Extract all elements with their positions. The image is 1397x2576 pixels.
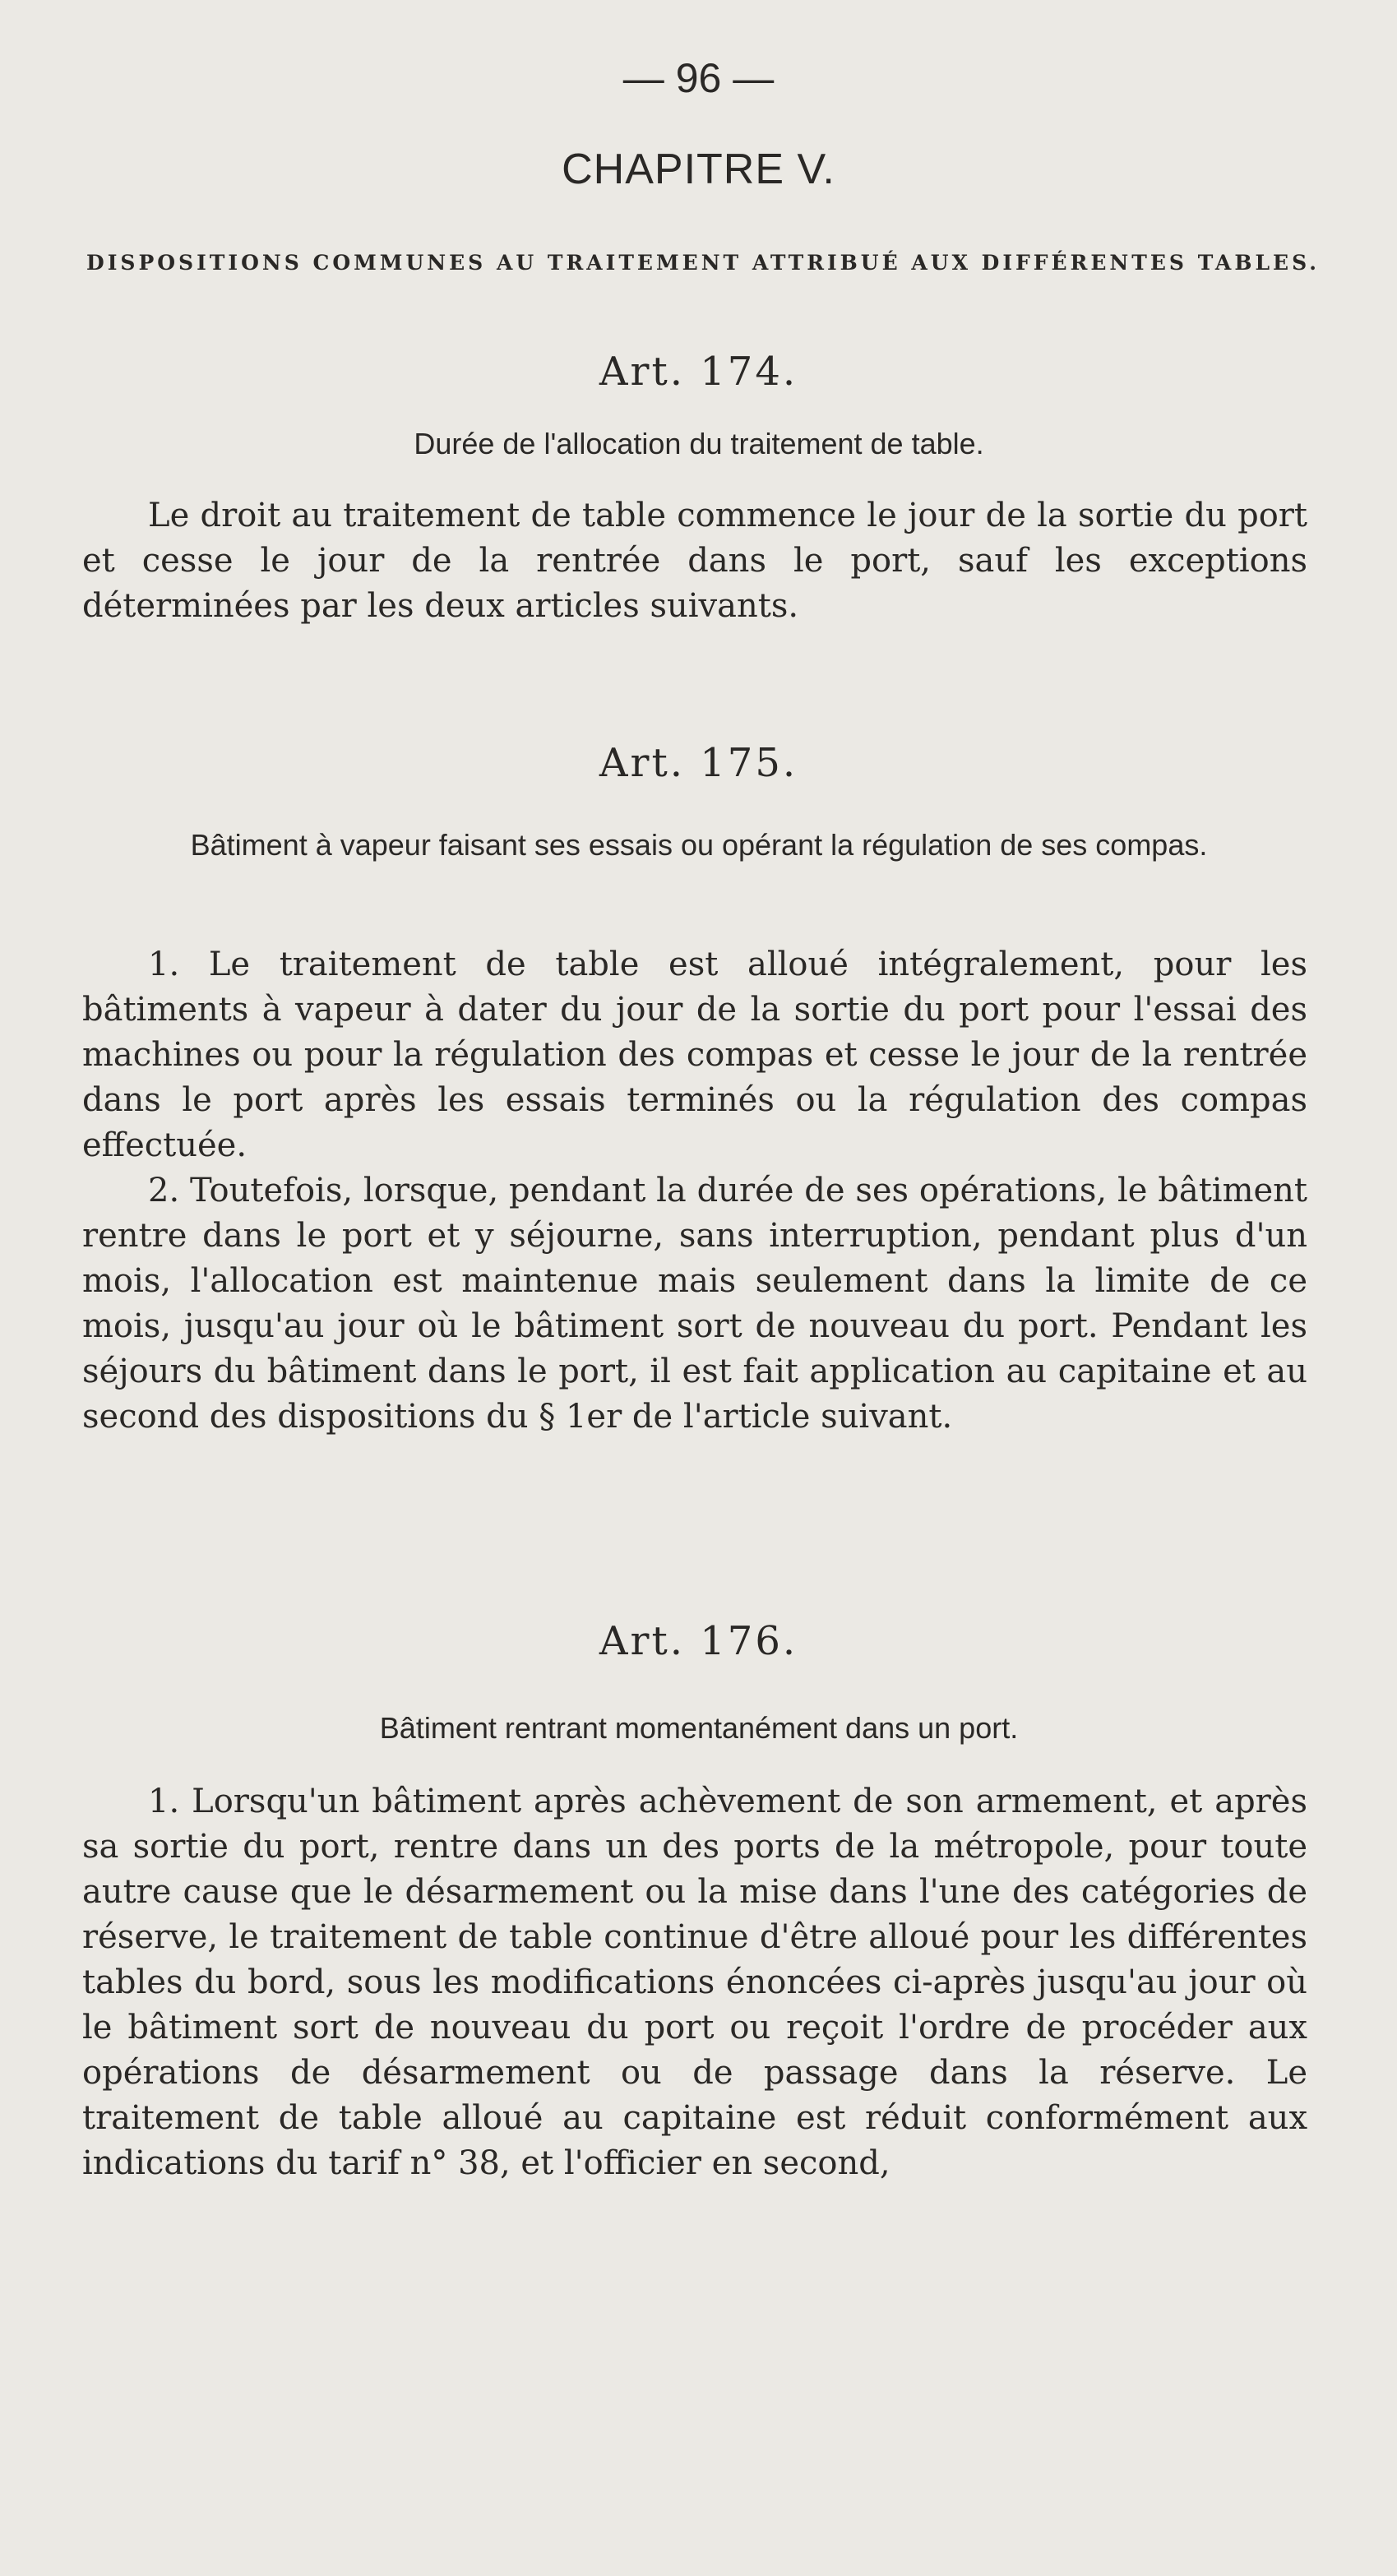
article-176-number: Art. 176. xyxy=(599,1618,798,1664)
chapter-subtitle: DISPOSITIONS COMMUNES AU TRAITEMENT ATTRIBUÉ AUX DIFFÉRENTES TABLES. xyxy=(86,251,1320,275)
article-174-number: Art. 174. xyxy=(599,349,798,395)
article-176-body xyxy=(82,1779,1307,2186)
article-176-title: Bâtiment rentrant momentanément dans un port. xyxy=(379,1711,1019,1745)
article-174-body xyxy=(82,493,1307,629)
article-176-paragraph-1: 1. Lorsqu'un bâtiment après achèvement de son armement, et après sa sortie du port, rentre dans un des ports de la métropole, pour toute autre cause que le désarmement ou la mise dans l'une des catégories de réserve, le traitement de table continue d'être alloué pour les différentes tables du bord, sous les modifications énoncées ci-après jusqu'au jour où le bâtiment sort de nouveau du port ou reçoit l'ordre de procéder aux opérations de désarmement ou de passage dans la réserve. Le traitement de table alloué au capitaine est réduit conformément aux indications du tarif n° 38, et l'officier en second, xyxy=(82,1783,1307,2182)
page-number: — 96 — xyxy=(622,55,775,101)
article-174-paragraph-1: Le droit au traitement de table commence le jour de la sortie du port et cesse le jour de la rentrée dans le port, sauf les exceptions déterminées par les deux articles suivants. xyxy=(82,497,1307,625)
article-175-paragraph-1: 1. Le traitement de table est alloué intégralement, pour les bâtiments à vapeur à dater du jour de la sortie du port pour l'essai des machines ou pour la régulation des compas et cesse le jour de la rentrée dans le port après les essais terminés ou la régulation des compas effectuée. xyxy=(82,946,1307,1164)
article-175-body xyxy=(82,942,1307,1440)
article-175-paragraph-2: 2. Toutefois, lorsque, pendant la durée de ses opérations, le bâtiment rentre dans le port et y séjourne, sans interruption, pendant plus d'un mois, l'allocation est maintenue mais seulement dans la limite de ce mois, jusqu'au jour où le bâtiment sort de nouveau du port. Pendant les séjours du bâtiment dans le port, il est fait application au capitaine et au second des dispositions du § 1er de l'article suivant. xyxy=(82,1172,1307,1436)
article-175-title: Bâtiment à vapeur faisant ses essais ou opérant la régulation de ses compas. xyxy=(190,828,1208,862)
article-175-number: Art. 175. xyxy=(599,740,798,786)
article-174-title: Durée de l'allocation du traitement de table. xyxy=(414,427,984,460)
chapter-title: CHAPITRE V. xyxy=(562,146,835,193)
